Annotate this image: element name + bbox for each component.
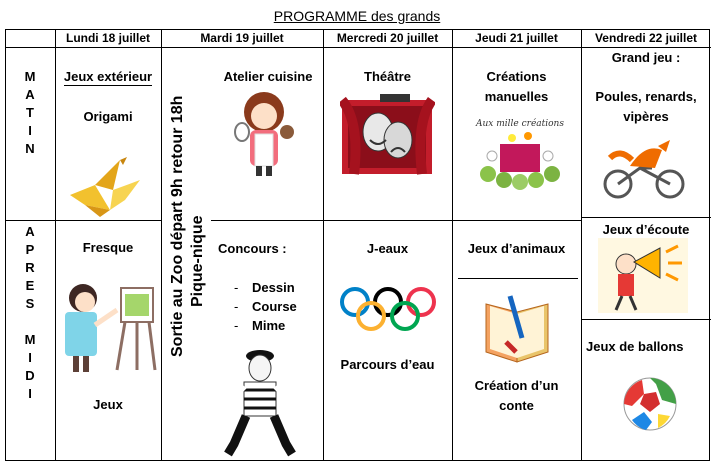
tuesday-outing-text: Sortie au Zoo départ 9h retour 18h Pique-nique bbox=[169, 95, 206, 357]
list-item: - Dessin bbox=[234, 278, 297, 297]
thursday-morning-activity-1: Créations bbox=[486, 69, 547, 84]
afternoon-label: A P R E S M I D I bbox=[24, 224, 36, 401]
friday-morning-title: Grand jeu : bbox=[611, 50, 681, 65]
page-title: PROGRAMME des grands bbox=[273, 8, 441, 24]
thursday-afternoon-activity-2: Création d’un bbox=[474, 378, 559, 393]
olympic-rings-icon bbox=[338, 286, 438, 332]
fox-bicycle-icon bbox=[600, 138, 690, 200]
header-tuesday: Mardi 19 juillet bbox=[200, 31, 284, 45]
mime-icon bbox=[220, 344, 300, 459]
cooking-girl-icon bbox=[228, 90, 300, 178]
wednesday-morning-activity: Théâtre bbox=[364, 69, 411, 84]
tuesday-contest-list bbox=[234, 278, 297, 335]
monday-morning-activity-2: Origami bbox=[83, 109, 133, 124]
header-monday: Lundi 18 juillet bbox=[65, 31, 150, 45]
origami-crane-icon bbox=[65, 155, 145, 220]
list-item: - Course bbox=[234, 297, 297, 316]
megaphone-icon bbox=[598, 238, 688, 313]
header-wednesday: Mercredi 20 juillet bbox=[336, 31, 439, 45]
monday-afternoon-activity-1: Fresque bbox=[82, 240, 134, 255]
friday-morning-activity-2: vipères bbox=[623, 109, 669, 124]
thursday-afternoon-activity-1: Jeux d’animaux bbox=[467, 241, 566, 256]
olympic-ring bbox=[342, 289, 368, 315]
wednesday-afternoon-activity-1: J-eaux bbox=[366, 241, 409, 256]
header-friday: Vendredi 22 juillet bbox=[594, 31, 698, 45]
painter-girl-icon bbox=[55, 280, 160, 375]
olympic-ring bbox=[375, 289, 401, 315]
flower-basket-icon bbox=[470, 112, 570, 194]
friday-morning-activity-1: Poules, renards, bbox=[595, 89, 697, 104]
tuesday-morning-activity: Atelier cuisine bbox=[223, 69, 313, 84]
logo-text: Aux mille créations bbox=[476, 119, 564, 129]
wednesday-afternoon-activity-2: Parcours d’eau bbox=[340, 357, 435, 372]
olympic-ring bbox=[358, 303, 384, 329]
open-book-icon bbox=[482, 292, 552, 364]
thursday-morning-activity-2: manuelles bbox=[484, 89, 549, 104]
olympic-ring bbox=[408, 289, 434, 315]
theatre-masks-icon bbox=[340, 92, 435, 177]
olympic-ring bbox=[392, 303, 418, 329]
friday-afternoon-activity-2: Jeux de ballons bbox=[586, 339, 684, 354]
header-thursday: Jeudi 21 juillet bbox=[475, 31, 558, 45]
list-item: - Mime bbox=[234, 316, 297, 335]
tuesday-contest-title: Concours : bbox=[218, 241, 287, 256]
friday-afternoon-activity-1: Jeux d’écoute bbox=[602, 222, 690, 237]
monday-morning-activity-1: Jeux extérieur bbox=[63, 69, 153, 84]
monday-afternoon-activity-2: Jeux bbox=[93, 397, 123, 412]
soccer-ball-icon bbox=[622, 376, 678, 432]
morning-label: M A T I N bbox=[24, 69, 36, 156]
thursday-afternoon-activity-3: conte bbox=[499, 398, 534, 413]
